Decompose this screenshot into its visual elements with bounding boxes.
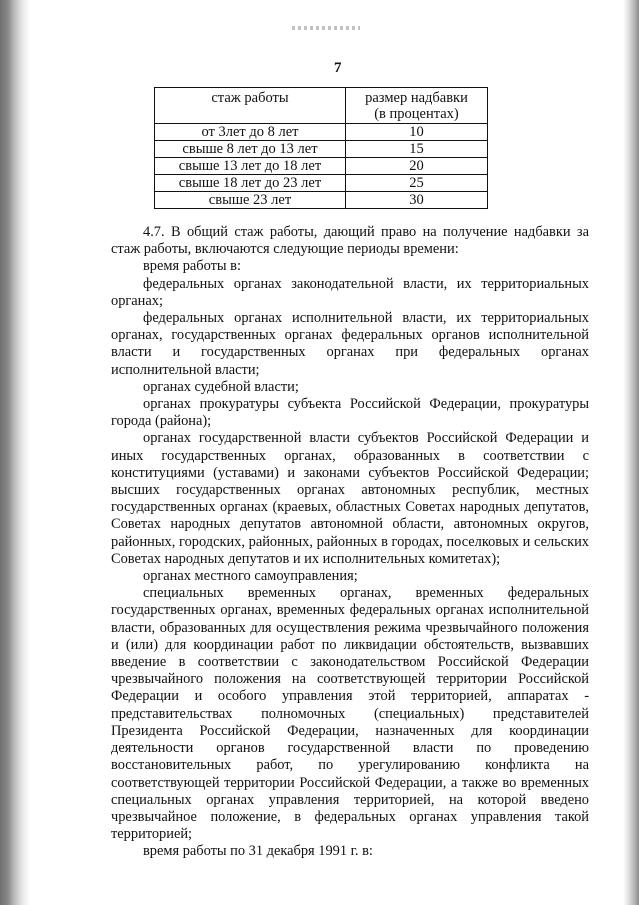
table-cell-seniority: свыше 18 лет до 23 лет <box>155 175 346 192</box>
table-cell-percent: 25 <box>346 175 488 192</box>
table-row <box>155 175 488 192</box>
table-cell-seniority: свыше 8 лет до 13 лет <box>155 141 346 158</box>
paragraph-local-self-government: органах местного самоуправления; <box>143 568 358 585</box>
header-seniority <box>155 88 346 124</box>
header-seniority-line: стаж работы <box>211 90 289 106</box>
table-row <box>155 124 488 141</box>
table-cell-seniority: свыше 13 лет до 18 лет <box>155 158 346 175</box>
paragraph-executive-bodies: федеральных органах исполнительной власти, их территориальных органах, государственных органах федеральных органов исполнительной власти и государственных органах при федеральных органах исполнительной власти; <box>111 310 589 378</box>
table-cell-percent: 30 <box>346 192 488 209</box>
scan-smudge <box>292 26 360 30</box>
paragraph-special-temporary-bodies: специальных временных органах, временных федеральных государственных органах, временных федеральных органах исполнительной власти, образованных для осуществления режима чрезвычайного положения и (или) для координации работ по ликвидации обстоятельств, вызвавших введение в соответствии с законодательством Российской Федерации чрезвычайного положения на соответствующей территории Российской Федерации и особого управления этой территорией, аппаратах - представительствах полномочных (специальных) представителей Президента Российской Федерации, назначенных для координации деятельности органов государственной власти по проведению восстановительных работ, по урегулированию конфликта на соответствующей территории Российской Федерации, а также во временных специальных органах управления территорией, на которой введено чрезвычайное положение, в федеральных органах управления такой территорией; <box>111 585 589 843</box>
paragraph-regional-bodies: органах государственной власти субъектов Российской Федерации и иных государственных органах, образованных в соответствии с конституциями (уставами) и законами субъектов Российской Федерации; высших государственных органах автономных республик, местных государственных органах (краевых, областных Советах народных депутатов, Советах народных депутатов автономной области, автономных округов, районных, городских, районных, районных в городах, поселковых и сельских Советах народных депутатов и их исполнительных комитетах); <box>111 430 589 567</box>
table-row <box>155 192 488 209</box>
table-row <box>155 158 488 175</box>
table-cell-percent: 10 <box>346 124 488 141</box>
table-cell-seniority: свыше 23 лет <box>155 192 346 209</box>
table-cell-percent: 20 <box>346 158 488 175</box>
table-cell-seniority: от 3лет до 8 лет <box>155 124 346 141</box>
header-bonus-line-2: (в процентах) <box>374 106 459 122</box>
table-header-row <box>155 88 488 124</box>
paragraph-judicial-bodies: органах судебной власти; <box>143 378 299 395</box>
header-bonus-line-1: размер надбавки <box>365 90 468 106</box>
paragraph-4-7-intro: 4.7. В общий стаж работы, дающий право на получение надбавки за стаж работы, включаются следующие периоды времени: <box>111 224 589 258</box>
paragraph-legislative-bodies: федеральных органах законодательной власти, их территориальных органах; <box>111 275 589 309</box>
document-body <box>111 224 589 861</box>
table-cell-percent: 15 <box>346 141 488 158</box>
header-bonus-size <box>346 88 488 124</box>
seniority-bonus-table <box>154 87 488 209</box>
scan-edge-right <box>623 0 639 905</box>
paragraph-work-time-in: время работы в: <box>143 258 241 275</box>
paragraph-prosecutor-bodies: органах прокуратуры субъекта Российской Федерации, прокуратуры города (района); <box>111 396 589 430</box>
paragraph-work-until-1991: время работы по 31 декабря 1991 г. в: <box>143 843 373 860</box>
page-number: 7 <box>334 60 342 76</box>
table-row <box>155 141 488 158</box>
scan-edge-left <box>0 0 30 905</box>
